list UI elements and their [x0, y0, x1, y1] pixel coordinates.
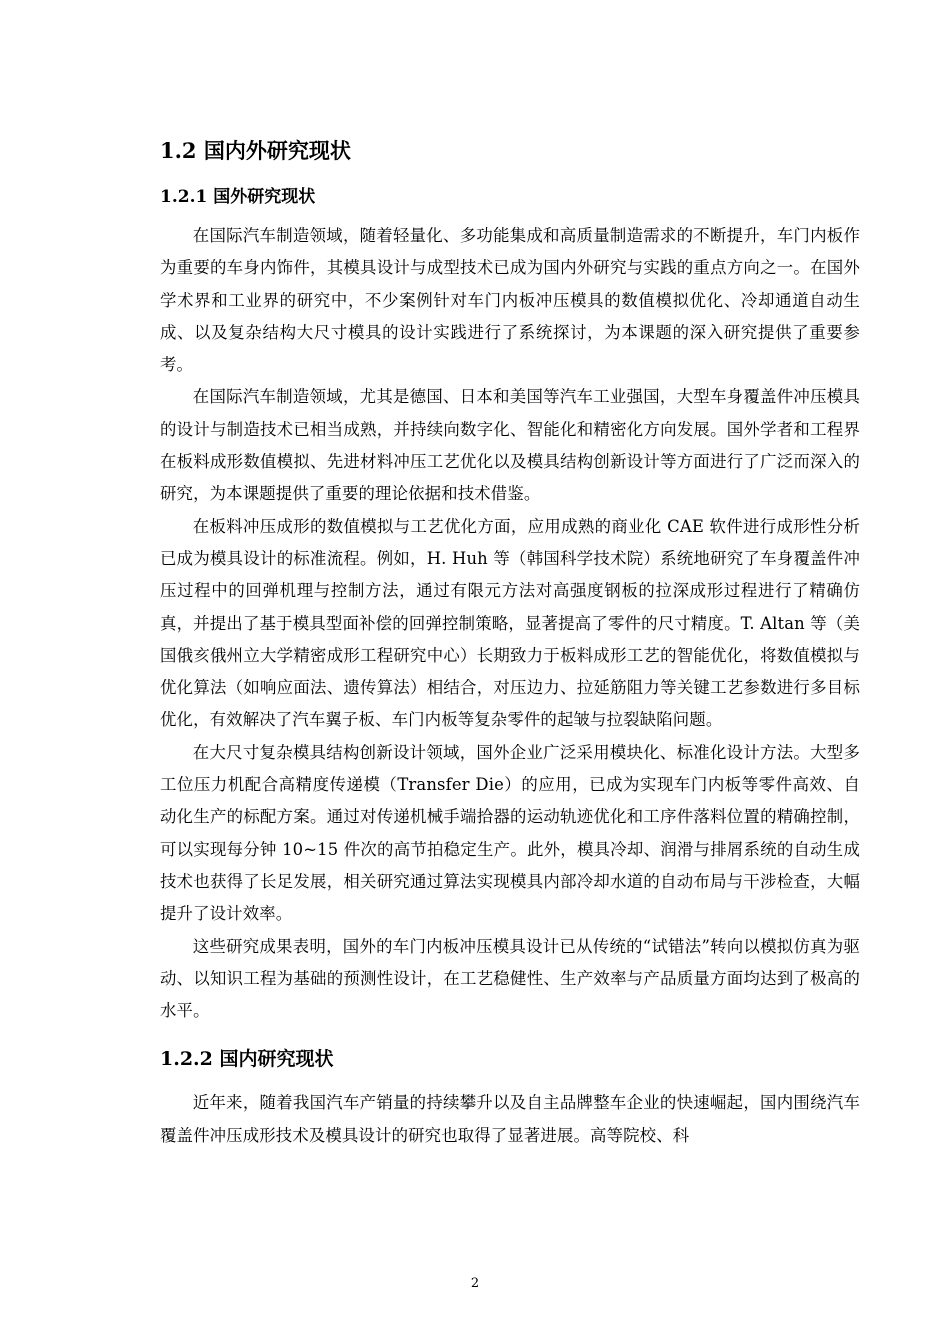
paragraph-2: 在国际汽车制造领域，尤其是德国、日本和美国等汽车工业强国，大型车身覆盖件冲压模具的设计与制造技术已相当成熟，并持续向数字化、智能化和精密化方向发展。国外学者和工程界在板料成形数值模拟、先进材料冲压工艺优化以及模具结构创新设计等方面进行了广泛而深入的研究，为本课题提供了重要的理论依据和技术借鉴。	[160, 387, 860, 504]
paragraph-5: 这些研究成果表明，国外的车门内板冲压模具设计已从传统的“试错法”转向以模拟仿真为驱动、以知识工程为基础的预测性设计，在工艺稳健性、生产效率与产品质量方面均达到了极高的水平。	[160, 936, 860, 1021]
paragraph-4: 在大尺寸复杂模具结构创新设计领域，国外企业广泛采用模块化、标准化设计方法。大型多工位压力机配合高精度传递模（Transfer Die）的应用，已成为实现车门内板等零件高效、自动化生产的标配方案。通过对传递机械手端拾器的运动轨迹优化和工序件落料位置的精确控制，可以实现每分钟 10~15 件次的高节拍稳定生产。此外，模具冷却、润滑与排屑系统的自动生成技术也获得了长足发展，相关研究通过算法实现模具内部冷却水道的自动布局与干涉检查，大幅提升了设计效率。	[160, 742, 860, 924]
page-number: 2	[470, 1276, 480, 1291]
subsection-heading-domestic: 1.2.2 国内研究现状	[160, 1048, 334, 1071]
subsection-heading-foreign: 1.2.1 国外研究现状	[160, 187, 316, 207]
paragraph-1: 在国际汽车制造领域，随着轻量化、多功能集成和高质量制造需求的不断提升，车门内板作为重要的车身内饰件，其模具设计与成型技术已成为国内外研究与实践的重点方向之一。在国外学术界和工业界的研究中，不少案例针对车门内板冲压模具的数值模拟优化、冷却通道自动生成、以及复杂结构大尺寸模具的设计实践进行了系统探讨，为本课题的深入研究提供了重要参考。	[160, 226, 860, 375]
paragraph-3: 在板料冲压成形的数值模拟与工艺优化方面，应用成熟的商业化 CAE 软件进行成形性分析已成为模具设计的标准流程。例如，H. Huh 等（韩国科学技术院）系统地研究了车身覆盖件冲压过程中的回弹机理与控制方法，通过有限元方法对高强度钢板的拉深成形过程进行了精确仿真，并提出了基于模具型面补偿的回弹控制策略，显著提高了零件的尺寸精度。T. Altan 等（美国俄亥俄州立大学精密成形工程研究中心）长期致力于板料成形工艺的智能优化，将数值模拟与优化算法（如响应面法、遗传算法）相结合，对压边力、拉延筋阻力等关键工艺参数进行多目标优化，有效解决了汽车翼子板、车门内板等复杂零件的起皱与拉裂缺陷问题。	[160, 516, 860, 730]
paragraph-6: 近年来，随着我国汽车产销量的持续攀升以及自主品牌整车企业的快速崛起，国内围绕汽车覆盖件冲压成形技术及模具设计的研究也取得了显著进展。高等院校、科	[160, 1093, 860, 1145]
page-content	[160, 136, 860, 1152]
section-heading: 1.2 国内外研究现状	[160, 138, 351, 163]
